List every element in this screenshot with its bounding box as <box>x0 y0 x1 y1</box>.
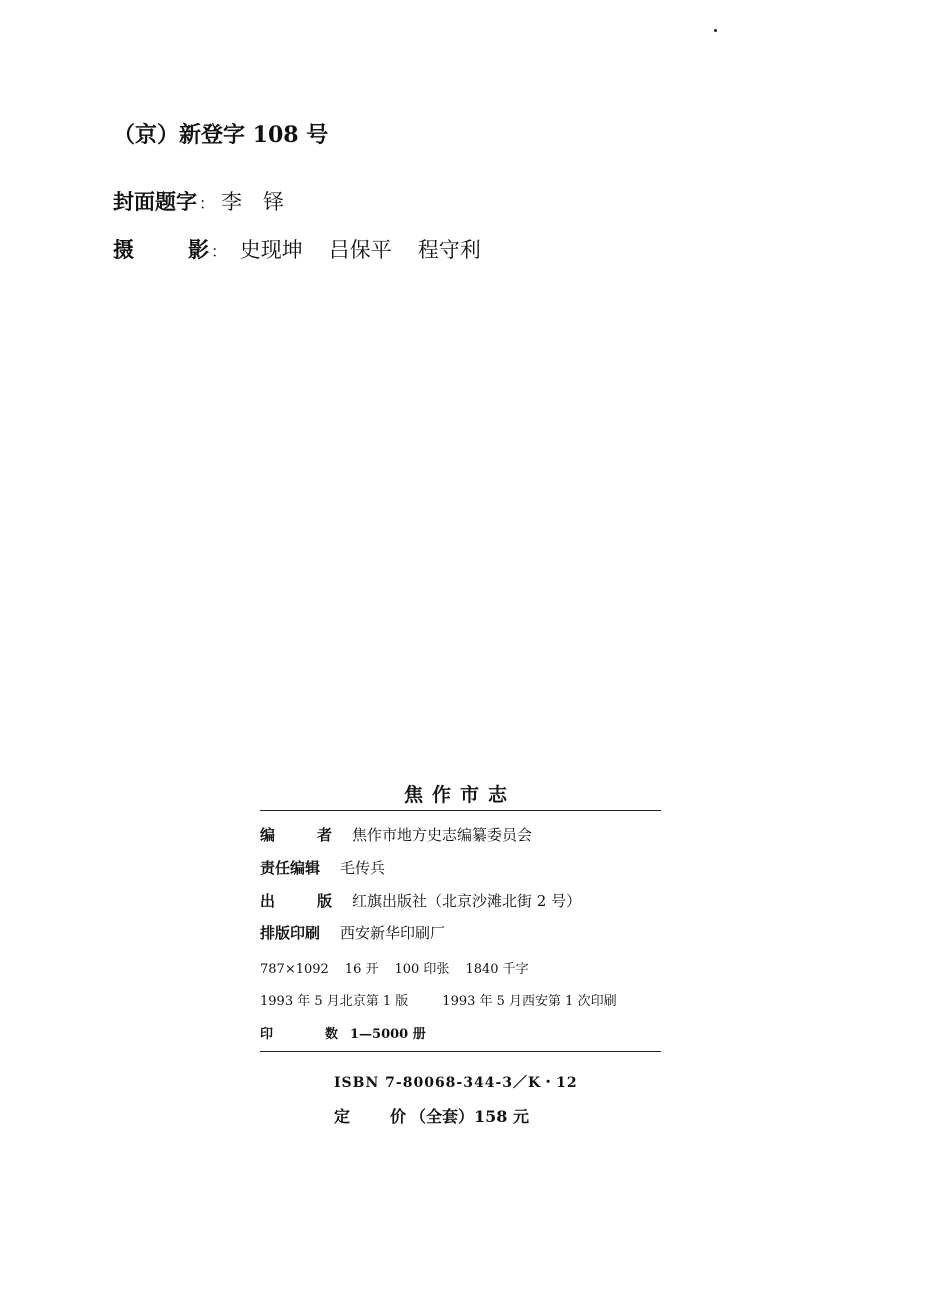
price-value: （全套）158 元 <box>410 1107 529 1126</box>
printer-row <box>260 922 445 943</box>
print-run-label: 印 数 <box>260 1027 338 1042</box>
print-run-value: 1—5000 册 <box>350 1027 426 1042</box>
colophon-top-rule <box>260 810 661 811</box>
price-label: 定 价 <box>334 1107 406 1126</box>
format-kai: 16 开 <box>344 962 379 977</box>
cover-calligraphy-credit <box>113 186 284 216</box>
print-sheets: 100 印张 <box>394 962 450 977</box>
photographer-name: 史现坤 <box>239 238 303 262</box>
cover-calligraphy-name: 李 铎 <box>221 190 285 214</box>
print-run-row <box>260 1023 426 1042</box>
publisher-value: 红旗出版社（北京沙滩北街 2 号） <box>352 892 582 910</box>
photography-colon: ： <box>211 242 228 261</box>
edition-info: 1993 年 5 月北京第 1 版 <box>260 994 409 1009</box>
responsible-editor-value: 毛传兵 <box>340 859 386 877</box>
price-row <box>334 1104 529 1127</box>
photographer-name: 吕保平 <box>328 238 392 262</box>
printing-info: 1993 年 5 月西安第 1 次印刷 <box>442 994 617 1009</box>
editor-value: 焦作市地方史志编纂委员会 <box>352 826 533 844</box>
photographer-name: 程守利 <box>417 238 481 262</box>
photography-label: 摄 影 <box>113 237 209 262</box>
publisher-label: 出 版 <box>260 892 332 910</box>
cover-calligraphy-colon: ： <box>199 194 216 213</box>
cover-calligraphy-label: 封面题字 <box>113 189 197 214</box>
printer-value: 西安新华印刷厂 <box>340 924 446 942</box>
responsible-editor-label: 责任编辑 <box>260 859 321 877</box>
edition-row <box>260 990 633 1009</box>
word-count: 1840 千字 <box>465 962 529 977</box>
format-size: 787×1092 <box>260 962 329 977</box>
printer-label: 排版印刷 <box>260 924 321 942</box>
editor-row <box>260 824 532 845</box>
publisher-row <box>260 890 581 911</box>
print-speck <box>714 29 717 32</box>
responsible-editor-row <box>260 857 385 878</box>
editor-label: 编 者 <box>260 826 332 844</box>
registration-number: （京）新登字 108 号 <box>113 122 329 148</box>
specs-row <box>260 958 545 977</box>
isbn: ISBN 7-80068-344-3／K・12 <box>334 1075 578 1091</box>
photography-credit <box>113 234 507 264</box>
book-title: 焦作市志 <box>403 784 516 806</box>
colophon-bottom-rule <box>260 1051 661 1052</box>
